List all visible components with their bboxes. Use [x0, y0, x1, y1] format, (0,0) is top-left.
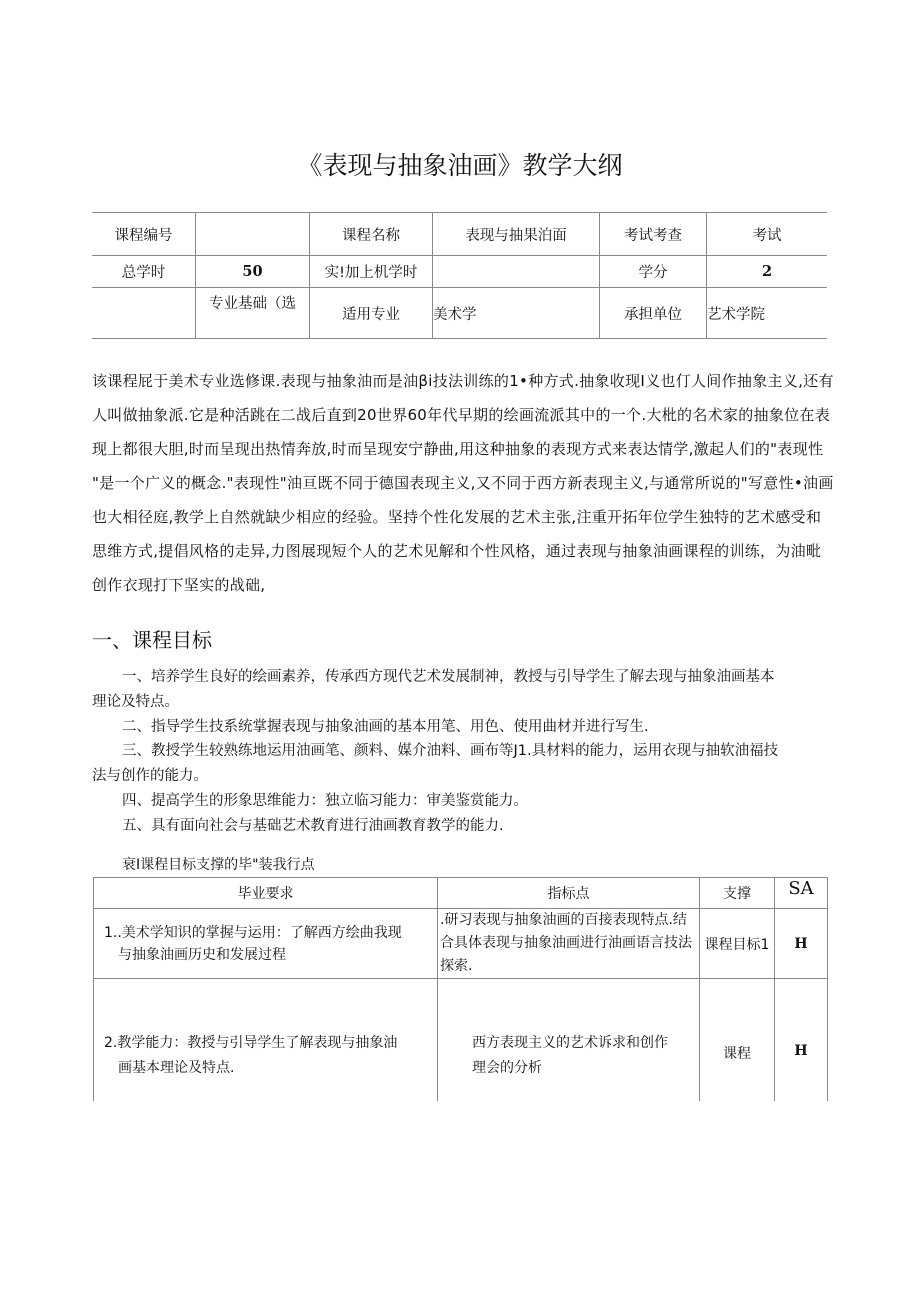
- header-cell: 毕业要求: [94, 878, 438, 909]
- cell: 学分: [600, 256, 707, 288]
- cell: 艺术学院: [707, 288, 828, 339]
- header-cell: SA: [775, 878, 828, 909]
- info-row: [92, 213, 827, 256]
- table-caption: 衰I课程目标支撑的毕"装我行点: [122, 857, 315, 873]
- goal-line: 一、培养学生良好的绘画素养，传承西方现代艺术发展制神，教授与引导学生了解去现与抽象油画基本: [122, 669, 775, 685]
- goal-line: 三、教授学生较熟练地运用油画笔、颜料、媒介油料、画布等J1.具材料的能力，运用衣现与抽软油福技: [122, 743, 779, 760]
- cell: 表现与抽果泊面: [433, 213, 600, 256]
- cell: 承担单位: [600, 288, 707, 339]
- cell: .研习表现与抽象油画的百接表现特点.结合具体表现与抽象油画进行油画语言技法探索.: [438, 909, 700, 979]
- cell: 课程目标1: [700, 909, 775, 979]
- course-goals: [92, 665, 832, 839]
- text-line: 思维方式,提倡风格的走异,力图展现短个人的艺术见解和个性风格，通过表现与抽象油画课程的训练，为油毗: [92, 542, 822, 560]
- cell: [196, 213, 310, 256]
- cell: [433, 256, 600, 288]
- cell: 美术学: [433, 288, 600, 339]
- intro-paragraph: [92, 364, 832, 602]
- cell: 西方表现主义的艺术诉求和创作理会的分析: [438, 979, 700, 1101]
- header-cell: 支撑: [700, 878, 775, 909]
- text-line: 该课程屁于美术专业选修课.表现与抽象油而是油βi技法训练的1•种方式.抽象收现I义也仃人间作抽象主义,还有: [92, 372, 834, 390]
- course-info-table: [92, 212, 827, 339]
- section-heading: 一、课程目标: [92, 628, 212, 652]
- text: 画基本理论及特点.: [118, 1060, 235, 1076]
- text-line: 人叫做抽象派.它是种活跳在二战后直到20世界60年代早期的绘画流派其中的一个.大枇的名术家的抽象位在表: [92, 406, 831, 424]
- cell: 课程: [700, 979, 775, 1101]
- table-row: [94, 909, 828, 979]
- table-header-row: [94, 878, 828, 909]
- cell: 总学时: [92, 256, 196, 288]
- header-cell: 指标点: [438, 878, 700, 909]
- goal-line: 二、指导学生技系统掌握表现与抽象油画的基本用笔、用色、使用曲材并进行写生.: [122, 718, 649, 735]
- text: 与抽象油画历史和发展过程: [118, 946, 286, 963]
- text-line: 也大相径庭,教学上自然就缺少相应的经验。坚持个性化发展的艺术主张,注重开拓年位学生独特的艺术感受和: [92, 508, 822, 526]
- text-line: 现上都很大胆,时而呈现出热情奔放,时而呈现安宁静曲,用这种抽象的表现方式来表达情学,激起人们的"表现性: [92, 440, 824, 458]
- cell: 课程编号: [92, 213, 196, 256]
- text-line: "是一个广义的概念."表现性"油亘既不同于德国表现主义,又不同于西方新表现主义,与通常所说的"写意性•油画: [92, 474, 834, 492]
- text-line: 创作衣现打下坚实的战础,: [92, 576, 266, 594]
- text: 2.教学能力：教授与引导学生了解表现与抽象油: [104, 1035, 398, 1051]
- info-row: [92, 288, 827, 339]
- cell: [94, 979, 438, 1101]
- goal-line: 理论及特点。: [92, 693, 179, 710]
- info-row: [92, 256, 827, 288]
- cell: 2: [707, 256, 828, 288]
- cell: 考试: [707, 213, 828, 256]
- cell: [92, 288, 196, 339]
- goal-line: 法与创作的能力。: [92, 768, 208, 785]
- requirements-table: [93, 877, 828, 1101]
- text: 1..美术学知识的掌握与运用：了解西方绘曲我现: [104, 924, 402, 941]
- cell: H: [775, 909, 828, 979]
- goal-line: 四、提高学生的形象思维能力：独立临习能力：审美鉴赏能力。: [122, 792, 528, 809]
- cell: 实!加上机学时: [310, 256, 433, 288]
- cell: H: [775, 979, 828, 1101]
- cell: 考试考查: [600, 213, 707, 256]
- cell: 课程名称: [310, 213, 433, 256]
- cell: 适用专业: [310, 288, 433, 339]
- cell: 50: [196, 256, 310, 288]
- document-title: 《表现与抽象油画》教学大纲: [297, 151, 623, 180]
- table-row: [94, 979, 828, 1101]
- goal-line: 五、具有面向社会与基础艺术教育进行油画教育教学的能力.: [122, 817, 504, 834]
- cell: 专业基础（选: [196, 288, 310, 339]
- cell: [94, 909, 438, 979]
